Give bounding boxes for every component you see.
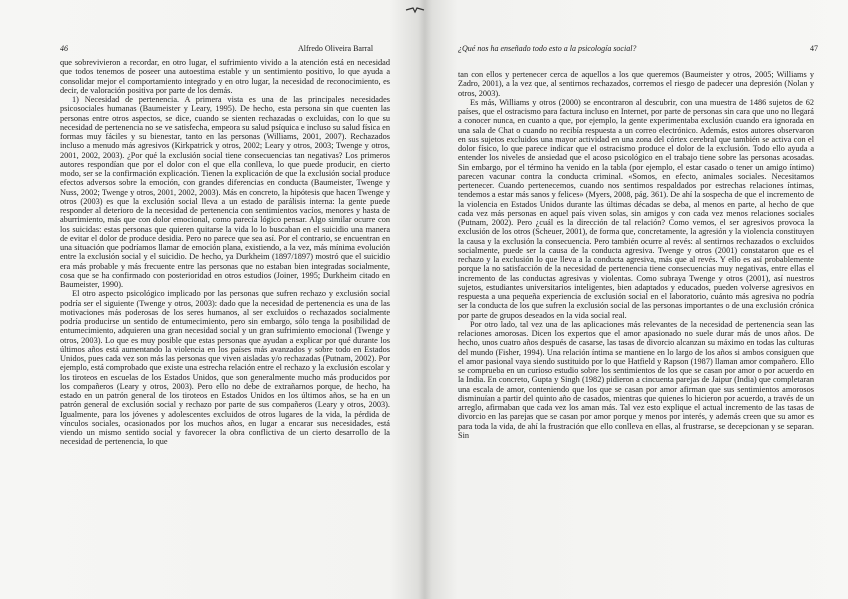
right-page <box>428 0 848 599</box>
left-body-text <box>60 58 390 588</box>
right-paragraph-1: tan con ellos y pertenecer cerca de aquellos a los que queremos (Baumeister y otros, 2005; Williams y Zadro, 2001), a la vez que, al sentirnos rechazados, corremos el riesgo de padecer una depresión (Nolan y otros, 2003). <box>458 70 814 98</box>
left-running-head: Alfredo Oliveira Barral <box>298 44 374 53</box>
left-paragraph-1: que sobrevivieron a recordar, en otro lugar, el sufrimiento vivido a la atención está en necesidad que todos tenemos de poseer una autoestima estable y un sentimiento positivo, lo que ayuda a consolidar mejor el comportamiento integrado y en otro lugar, la necesidad de reconocimiento, es decir, de valoración positiva por parte de los demás. <box>60 58 390 95</box>
left-paragraph-2: 1) Necesidad de pertenencia. A primera vista es una de las principales necesidades psicosociales humanas (Baumeister y Leary, 1995). De hecho, esta persona sin que cuenten las personas entre otros aspectos, se dice, cuando se sienten rechazadas o excluidas, con lo que su necesidad de pertenencia no se ve satisfecha, empeora su salud psíquica e incluso su salud física en formas muy fáciles y su bienestar, tanto en las personas (Williams, 2001, 2007). Rechazados incluso a menudo más agresivos (Kirkpatrick y otros, 2002; Leary y otros, 2003; Twenge y otros, 2001, 2002, 2003). ¿Por qué la exclusión social tiene consecuencias tan negativas? Los primeros autores respondían que por el dolor con el que ella conlleva, lo que puede producir, en cierto modo, ser se la confirmación explicación. Tienen la explicación de que la exclusión social produce efectos adversos sobre la emoción, con grandes diferencias en conducta (Baumeister, Twenge y Nuss, 2002; Twenge y otros, 2001, 2002, 2003). Más en concreto, la hipótesis que hacen Twenge y otros (2003) es que la exclusión social lleva a un estado de parálisis interna: la gente puede responder al deterioro de la necesidad de pertenencia con sentimientos vacíos, menores y hasta de aburrimiento, más que con dolor emocional, como parecía lógico pensar. Algo similar ocurre con los suicidas: estas personas que quieren quitarse la vida lo lo buscaban en el suicidio una manera de evitar el dolor de produce desidia. Pero no parece que sea así. Por el contrario, se encuentran en una situación que podríamos llamar de emoción plana, existiendo, a la vez, más mínima evolución entre la exclusión social y el suicidio. De hecho, ya Durkheim (1897/1897) mostró que el suicidio era más probable y más frecuente entre las personas que no estaban bien integradas socialmente, cosa que se ha confirmado con posterioridad en otros estudios (Joiner, 1995; Durkheim citado en Baumeister, 1990). <box>60 95 390 289</box>
right-running-head: ¿Qué nos ha enseñado todo esto a la psicología social? <box>458 44 637 53</box>
right-body-text <box>458 70 814 588</box>
left-page <box>0 0 420 599</box>
right-page-number: 47 <box>810 44 818 53</box>
left-page-number: 46 <box>60 44 68 53</box>
right-paragraph-2: Es más, Williams y otros (2000) se encontraron al descubrir, con una muestra de 1486 sujetos de 62 países, que el ostracismo para factura incluso en Internet, por parte de personas sin cara que uno no llegará a conocer nunca, en cuanto a que, por ejemplo, la gente experimentaba exclusión cuando era ignorada en una sala de Chat o cuando no recibía respuesta a un correo electrónico. Además, estos autores observaron en sus sujetos excluidos una mayor actividad en una zona del córtex cerebral que también se activa con el dolor físico, lo que parece indicar que el ostracismo produce el dolor de la exclusión. Todo ello ayuda a entender los niveles de ansiedad que el acoso psicológico en el trabajo tiene sobre las personas acosadas. Sin embargo, por el término ha venido en la tabla (por ejemplo, el estar casado o tener un amigo íntimo) parecen vacunar contra la conducta criminal. «Somos, en efecto, animales sociales. Necesitamos pertenecer. Cuando pertenecemos, cuando nos sentimos respaldados por estrechas relaciones íntimas, tendemos a estar más sanos y felices» (Myers, 2008, pág. 361). De ahí la sospecha de que el incremento de la violencia en Estados Unidos durante las últimas décadas se deba, al menos en parte, al hecho de que cada vez más personas en aquel país viven solas, sin amigos y con cada vez menos relaciones sociales (Putnam, 2002). Pero ¿cuál es la dirección de tal relación? Como vemos, el ser agresivos provoca la exclusión de los otros (Scheuer, 2001), de forma que, concretamente, la agresión y la violencia constituyen la causa y la exclusión la consecuencia. Pero también ocurre al revés: al sentirnos rechazados o excluidos socialmente, puede ser la causa de la conducta agresiva. Twenge y otros (2001) constataron que es el rechazo y la exclusión lo que lleva a la conducta agresiva, más que al revés. Y ello es así probablemente porque la no satisfacción de la necesidad de pertenencia tiene consecuencias muy negativas, entre ellas el incremento de las conductas agresivas y violentas. Como subraya Twenge y otros (2001), así nuestros sujetos, estudiantes universitarios inteligentes, bien adaptados y educados, pueden volverse agresivos en respuesta a una pequeña experiencia de exclusión social en el laboratorio, cuánto más agresiva no podría ser la conducta de los que sufren la exclusión social de las personas importantes o de una exclusión crónica por parte de grupos deseados en la vida social real. <box>458 97 814 320</box>
left-paragraph-3: El otro aspecto psicológico implicado por las personas que sufren rechazo y exclusión social podría ser el siguiente (Twenge y otros, 2003): dado que la necesidad de pertenencia es una de las motivaciones más poderosas de los seres humanos, al ser excluidos o rechazados socialmente podría producirse un sentido de entumecimiento, pero sin embargo, sólo tenga la posibilidad de entumecimiento, adquieren una gran necesidad social y un gran sufrimiento emocional (Twenge y otros, 2003). Lo que es muy posible que estas personas que ayudan a explicar por qué durante los últimos años está aumentando la violencia en los países más avanzados y sobre todo en Estados Unidos, pues cada vez son más las personas que viven aisladas y/o rechazadas (Putnam, 2002). Por ejemplo, está comprobado que existe una estrecha relación entre el rechazo y la exclusión escolar y los tiroteos en escuelas de los Estados Unidos, que son generalmente mucho más producidos por los compañeros (Leary y otros, 2003). Pero ello no debe de extrañarnos porque, de hecho, ha estado en un patrón general de los tiroteos en Estados Unidos en los últimos años, se ha en un patrón general de exclusión social y rechazo por parte de sus compañeros (Leary y otros, 2003). Igualmente, para los jóvenes y adolescentes excluidos de otros lugares de la vida, la pérdida de vínculos sociales, ocasionados por los muchos años, en lugar a encarar sus necesidades, está viendo un mismo sentido social y favorecer la obra conflictiva de un cierto desarrollo de la necesidad de pertenencia, lo que <box>60 289 390 447</box>
right-paragraph-3: Por otro lado, tal vez una de las aplicaciones más relevantes de la necesidad de pertenencia sean las relaciones amorosas. Dicen los expertos que el amor apasionado no suele durar más de unos años. De hecho, unos cuatro años después de casarse, las tasas de divorcio alcanzan su máximo en todas las culturas del mundo (Fisher, 1994). Una relación íntima se mantiene en lo largo de los años si ambos consiguen que el amor pasional vaya siendo sustituido por lo que Hatfield y Rapson (1987) llaman amor compañero. Ello se comprueba en un curioso estudio sobre los sentimientos de los que se casan por amor o por acuerdo en la India. En concreto, Gupta y Singh (1982) pidieron a cincuenta parejas de Jaipur (India) que completaran una escala de amor, conteniendo que los que se casan por amor afirman que sus sentimientos amorosos disminuían a partir del quinto año de casados, mientras que quienes lo hicieron por acuerdo, a través de un arreglo, afirmaban que cada vez los aman más. Tal vez esto explique el actual incremento de las tasas de divorcio en las parejas que se casan por amor porque y menos por interés, y además creen que su amor es para toda la vida, de ahí la frustración que ello conlleva en ellas, al frustrarse, se decepcionan y se separan. Sin <box>458 319 814 440</box>
